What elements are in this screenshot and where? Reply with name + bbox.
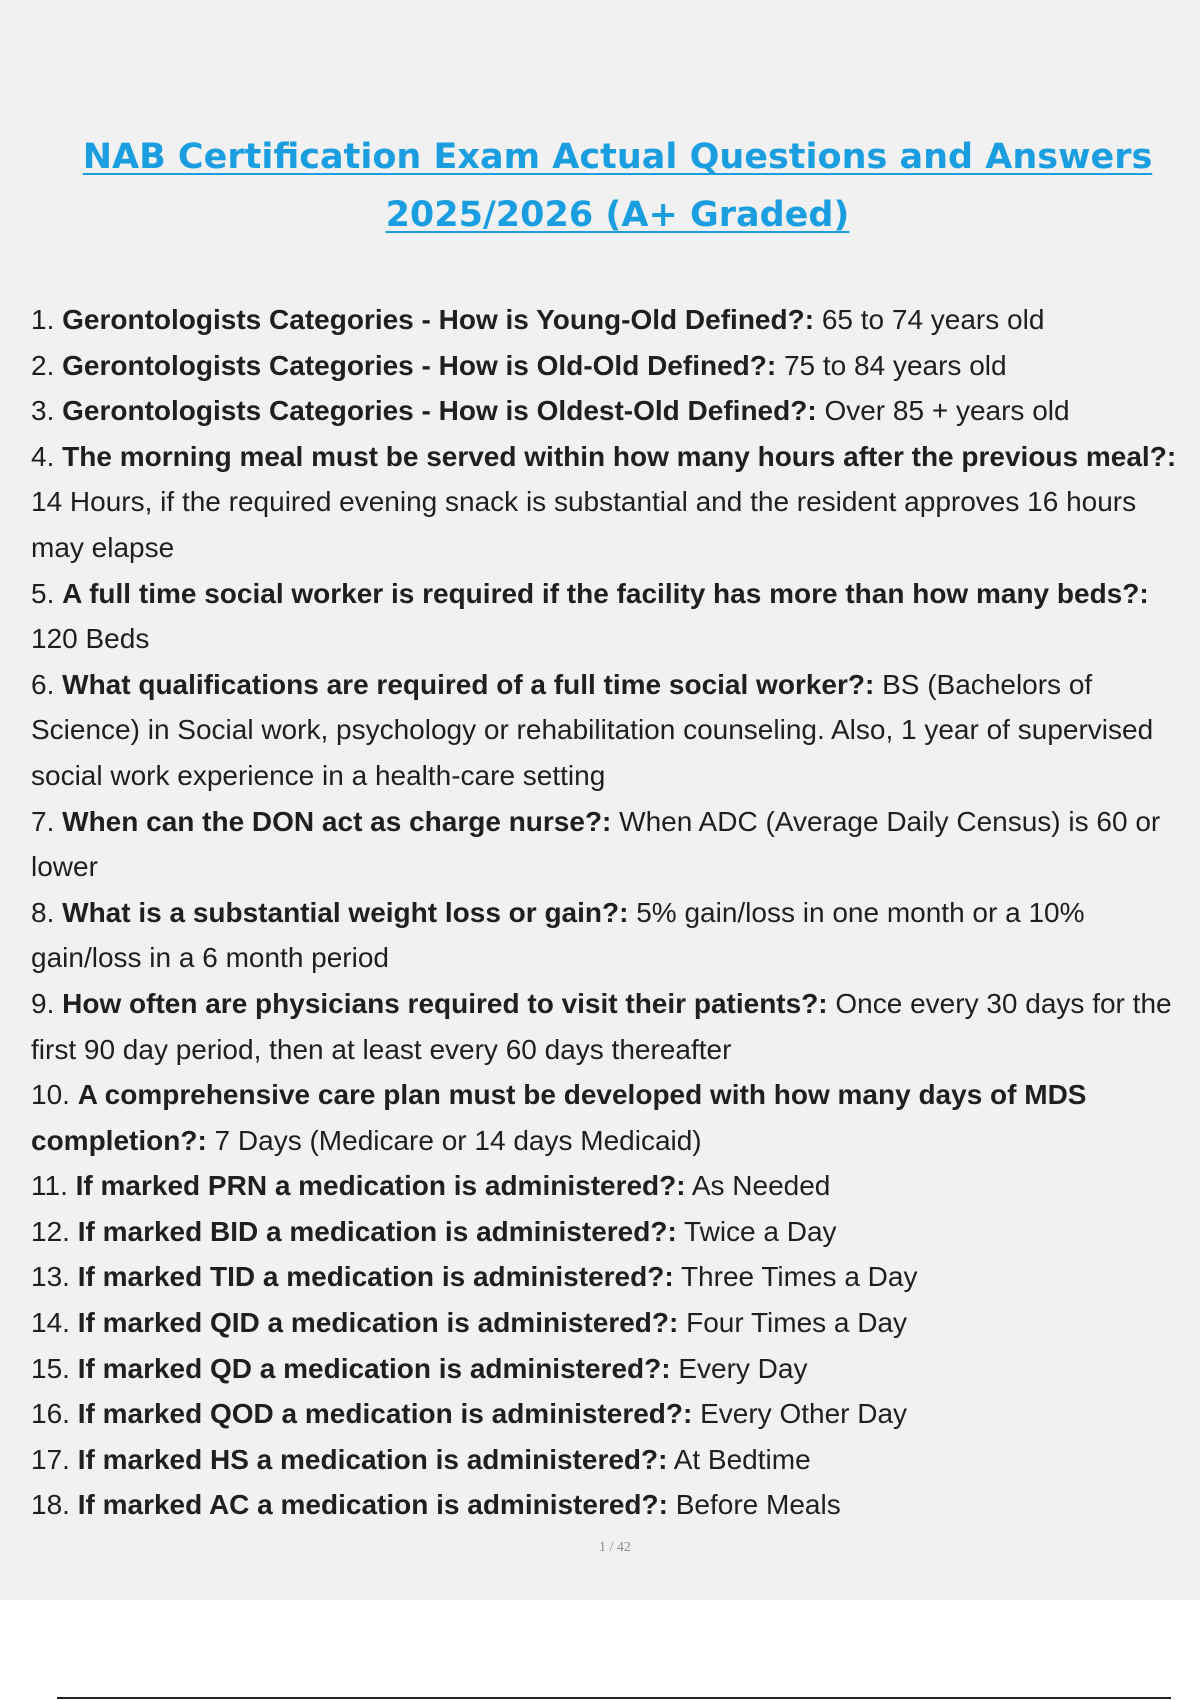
answer-text: 65 to 74 years old (821, 304, 1045, 335)
question-text: The morning meal must be served within how many hours after the previous meal?: (62, 440, 1177, 472)
question-text: If marked QOD a medication is administered?: (77, 1398, 693, 1430)
question-item (31, 799, 1196, 890)
answer-text: Every Day (678, 1352, 808, 1384)
answer-text: Four Times a Day (686, 1307, 908, 1339)
question-item (31, 1072, 1196, 1163)
question-text: What qualifications are required of a full time social worker?: (62, 668, 875, 700)
question-number: 6. (31, 668, 55, 700)
answer-text: When ADC (Average Daily Census) is 60 or lower (31, 805, 1161, 883)
question-number: 15. (31, 1352, 70, 1384)
question-item (31, 1300, 1196, 1346)
question-text: Gerontologists Categories - How is Young-Old Defined?: (62, 304, 815, 335)
question-text: If marked AC a medication is administered?: (77, 1489, 668, 1521)
question-number: 5. (31, 577, 55, 609)
question-number: 8. (31, 896, 55, 928)
question-item (31, 1254, 1196, 1300)
question-text: If marked QID a medication is administered?: (77, 1307, 679, 1339)
question-item (31, 1209, 1196, 1255)
question-number: 1. (31, 304, 55, 335)
question-item (31, 662, 1196, 799)
question-item (31, 571, 1196, 662)
question-text: A full time social worker is required if the facility has more than how many beds?: (62, 577, 1149, 609)
question-item (31, 1346, 1196, 1392)
answer-text: 120 Beds (31, 623, 150, 655)
question-number: 4. (31, 440, 55, 472)
question-number: 14. (31, 1307, 70, 1339)
question-item (31, 434, 1196, 571)
question-item (31, 1391, 1196, 1437)
question-text: Gerontologists Categories - How is Old-Old Defined?: (62, 349, 777, 381)
question-item (31, 388, 1196, 434)
question-text: If marked BID a medication is administered?: (77, 1215, 677, 1247)
question-item (31, 1482, 1196, 1528)
question-number: 17. (31, 1443, 70, 1475)
answer-text: Over 85 + years old (824, 395, 1070, 427)
page-number: 1 / 42 (599, 1540, 631, 1555)
question-item (31, 297, 1196, 343)
answer-text: As Needed (691, 1170, 831, 1202)
question-text: What is a substantial weight loss or gain?: (62, 896, 629, 928)
answer-text: 5% gain/loss in one month or a 10% gain/loss in a 6 month period (31, 896, 1085, 974)
answer-text: BS (Bachelors of Science) in Social work, psychology or rehabilitation counseling. Also, 1 year of supervised social work experience in a health-care setting (31, 668, 1154, 791)
bottom-divider (57, 1697, 1171, 1699)
question-item (31, 890, 1196, 981)
question-number: 2. (31, 349, 55, 381)
answer-text: Once every 30 days for the first 90 day period, then at least every 60 days thereafter (31, 987, 1172, 1065)
answer-text: 75 to 84 years old (783, 349, 1007, 381)
question-number: 3. (31, 395, 55, 427)
question-list (31, 297, 1196, 1528)
answer-text: Every Other Day (700, 1398, 908, 1430)
question-text: A comprehensive care plan must be developed with how many days of MDS completion?: (31, 1079, 1087, 1156)
question-text: If marked QD a medication is administered?: (77, 1352, 671, 1384)
question-text: When can the DON act as charge nurse?: (62, 805, 612, 837)
question-number: 18. (31, 1489, 70, 1521)
answer-text: 14 Hours, if the required evening snack is substantial and the resident approves 16 hours may elapse (31, 486, 1137, 563)
question-number: 7. (31, 805, 55, 837)
answer-text: Three Times a Day (680, 1261, 918, 1293)
answer-text: 7 Days (Medicare or 14 days Medicaid) (214, 1124, 702, 1156)
question-item (31, 343, 1196, 389)
question-item (31, 1163, 1196, 1209)
answer-text: Before Meals (675, 1489, 841, 1521)
answer-text: At Bedtime (673, 1443, 811, 1475)
document-title (60, 128, 1175, 244)
question-number: 12. (31, 1215, 70, 1247)
question-text: Gerontologists Categories - How is Oldest-Old Defined?: (62, 395, 817, 427)
question-text: How often are physicians required to visit their patients?: (62, 987, 828, 1019)
question-number: 9. (31, 987, 55, 1019)
question-item (31, 1437, 1196, 1483)
title-line-1: NAB Certification Exam Actual Questions and Answers (82, 137, 1153, 177)
question-number: 16. (31, 1398, 70, 1430)
answer-text: Twice a Day (684, 1215, 837, 1247)
question-text: If marked TID a medication is administered?: (77, 1261, 674, 1293)
question-number: 11. (31, 1170, 68, 1202)
question-number: 10. (31, 1079, 70, 1111)
question-text: If marked PRN a medication is administered?: (75, 1170, 686, 1202)
question-text: If marked HS a medication is administered?: (77, 1443, 668, 1475)
question-number: 13. (31, 1261, 70, 1293)
question-item (31, 981, 1196, 1072)
title-line-2: 2025/2026 (A+ Graded) (385, 195, 850, 235)
